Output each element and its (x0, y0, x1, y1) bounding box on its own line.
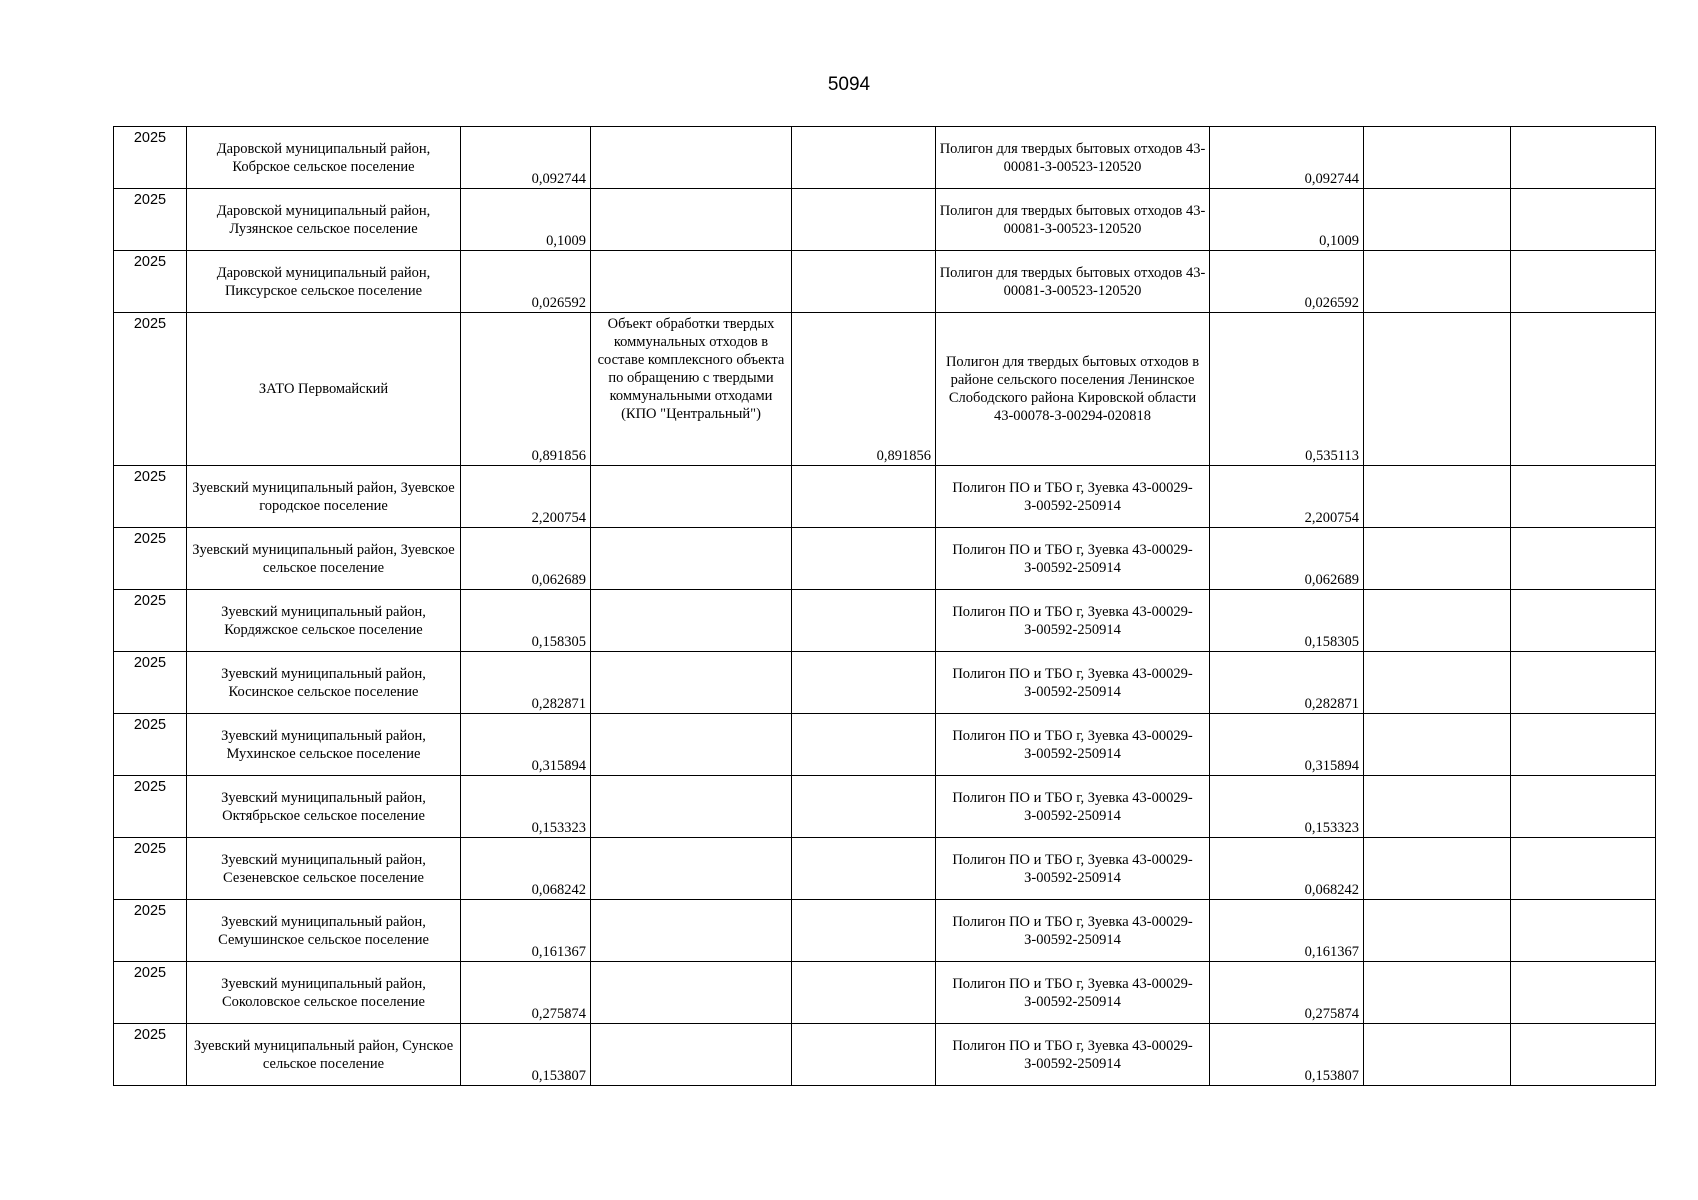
table-row (114, 189, 1656, 251)
volume-value: 0,062689 (531, 572, 586, 588)
disposal-volume-cell (1210, 714, 1364, 776)
empty-cell (1364, 652, 1511, 714)
disposal-volume-cell (1210, 189, 1364, 251)
year-cell (114, 528, 187, 590)
disposal-facility-text: Полигон для твердых бытовых отходов 43-00081-З-00523-120520 (939, 264, 1206, 299)
table-row (114, 838, 1656, 900)
disposal-facility-text: Полигон ПО и ТБО г, Зуевка 43-00029-З-00592-250914 (952, 1037, 1193, 1072)
disposal-volume-cell (1210, 776, 1364, 838)
disposal-volume-value: 0,315894 (1304, 758, 1359, 774)
year-value: 2025 (133, 779, 167, 795)
disposal-facility-cell (936, 838, 1210, 900)
disposal-volume-value: 0,282871 (1304, 696, 1359, 712)
volume-value: 0,092744 (531, 171, 586, 187)
processing-volume-cell (792, 652, 936, 714)
year-value: 2025 (133, 531, 167, 547)
table-row (114, 900, 1656, 962)
processing-facility-cell (591, 652, 792, 714)
municipality-cell (187, 714, 461, 776)
disposal-volume-cell (1210, 962, 1364, 1024)
table-row (114, 652, 1656, 714)
table-row (114, 714, 1656, 776)
municipality-text: Зуевский муниципальный район, Семушинское сельское поселение (218, 913, 429, 948)
processing-facility-cell (591, 590, 792, 652)
disposal-volume-cell (1210, 838, 1364, 900)
volume-cell (461, 528, 591, 590)
table-row (114, 1024, 1656, 1086)
disposal-facility-cell (936, 714, 1210, 776)
table-row (114, 313, 1656, 466)
volume-value: 0,161367 (531, 944, 586, 960)
processing-facility-cell (591, 962, 792, 1024)
empty-cell (1511, 127, 1656, 189)
waste-flow-table (113, 126, 1656, 1086)
disposal-volume-cell (1210, 466, 1364, 528)
municipality-text: Даровской муниципальный район, Лузянское сельское поселение (216, 202, 431, 237)
volume-value: 0,315894 (531, 758, 586, 774)
processing-facility-text (591, 652, 791, 654)
processing-facility-cell (591, 466, 792, 528)
year-cell (114, 714, 187, 776)
processing-facility-text (591, 962, 791, 964)
processing-volume-cell (792, 251, 936, 313)
disposal-volume-value: 0,062689 (1304, 572, 1359, 588)
disposal-facility-cell (936, 1024, 1210, 1086)
processing-volume-cell (792, 189, 936, 251)
municipality-cell (187, 900, 461, 962)
processing-volume-cell (792, 776, 936, 838)
processing-facility-cell (591, 127, 792, 189)
disposal-facility-text: Полигон для твердых бытовых отходов 43-00081-З-00523-120520 (939, 202, 1206, 237)
processing-facility-cell (591, 189, 792, 251)
volume-cell (461, 714, 591, 776)
empty-cell (1511, 776, 1656, 838)
year-cell (114, 776, 187, 838)
empty-cell (1511, 900, 1656, 962)
disposal-facility-text: Полигон ПО и ТБО г, Зуевка 43-00029-З-00592-250914 (952, 851, 1193, 886)
empty-cell (1511, 466, 1656, 528)
processing-volume-cell (792, 466, 936, 528)
municipality-cell (187, 313, 461, 466)
empty-cell (1364, 528, 1511, 590)
processing-volume-cell (792, 590, 936, 652)
processing-facility-cell (591, 528, 792, 590)
processing-facility-text (591, 900, 791, 902)
year-value: 2025 (133, 655, 167, 671)
volume-cell (461, 962, 591, 1024)
processing-volume-cell (792, 313, 936, 466)
disposal-volume-value: 0,1009 (1319, 233, 1359, 249)
year-value: 2025 (133, 192, 167, 208)
processing-volume-value: 0,891856 (876, 448, 931, 464)
disposal-facility-cell (936, 313, 1210, 466)
disposal-facility-cell (936, 590, 1210, 652)
volume-cell (461, 251, 591, 313)
municipality-cell (187, 776, 461, 838)
empty-cell (1511, 838, 1656, 900)
processing-volume-cell (792, 714, 936, 776)
processing-facility-cell (591, 900, 792, 962)
year-cell (114, 590, 187, 652)
year-cell (114, 127, 187, 189)
year-cell (114, 962, 187, 1024)
empty-cell (1511, 528, 1656, 590)
municipality-text: Зуевский муниципальный район, Октябрьское сельское поселение (221, 789, 426, 824)
municipality-cell (187, 652, 461, 714)
empty-cell (1511, 590, 1656, 652)
empty-cell (1364, 714, 1511, 776)
volume-value: 0,068242 (531, 882, 586, 898)
disposal-volume-value: 0,092744 (1304, 171, 1359, 187)
disposal-facility-cell (936, 528, 1210, 590)
disposal-facility-text: Полигон ПО и ТБО г, Зуевка 43-00029-З-00592-250914 (952, 913, 1193, 948)
disposal-volume-cell (1210, 127, 1364, 189)
empty-cell (1511, 313, 1656, 466)
municipality-text: Зуевский муниципальный район, Зуевское сельское поселение (192, 541, 455, 576)
table-row (114, 962, 1656, 1024)
volume-cell (461, 313, 591, 466)
empty-cell (1364, 466, 1511, 528)
table-row (114, 776, 1656, 838)
table-row (114, 466, 1656, 528)
disposal-volume-value: 0,153323 (1304, 820, 1359, 836)
municipality-cell (187, 590, 461, 652)
disposal-volume-cell (1210, 1024, 1364, 1086)
volume-cell (461, 1024, 591, 1086)
municipality-cell (187, 528, 461, 590)
disposal-facility-text: Полигон для твердых бытовых отходов 43-00081-З-00523-120520 (939, 140, 1206, 175)
volume-cell (461, 127, 591, 189)
processing-facility-cell (591, 714, 792, 776)
volume-value: 2,200754 (531, 510, 586, 526)
year-value: 2025 (133, 903, 167, 919)
year-cell (114, 652, 187, 714)
empty-cell (1511, 652, 1656, 714)
volume-value: 0,891856 (531, 448, 586, 464)
disposal-facility-cell (936, 189, 1210, 251)
processing-facility-cell (591, 251, 792, 313)
year-cell (114, 1024, 187, 1086)
municipality-text: Зуевский муниципальный район, Косинское сельское поселение (221, 665, 426, 700)
disposal-facility-text: Полигон ПО и ТБО г, Зуевка 43-00029-З-00592-250914 (952, 975, 1193, 1010)
empty-cell (1364, 590, 1511, 652)
processing-facility-text (591, 127, 791, 129)
disposal-facility-text: Полигон ПО и ТБО г, Зуевка 43-00029-З-00592-250914 (952, 727, 1193, 762)
volume-value: 0,1009 (546, 233, 586, 249)
processing-facility-text (591, 838, 791, 840)
year-value: 2025 (133, 254, 167, 270)
processing-facility-cell (591, 1024, 792, 1086)
disposal-volume-cell (1210, 313, 1364, 466)
disposal-volume-value: 0,158305 (1304, 634, 1359, 650)
table-row (114, 127, 1656, 189)
disposal-volume-value: 0,161367 (1304, 944, 1359, 960)
municipality-cell (187, 127, 461, 189)
year-value: 2025 (133, 469, 167, 485)
empty-cell (1511, 714, 1656, 776)
year-cell (114, 466, 187, 528)
disposal-facility-cell (936, 251, 1210, 313)
disposal-facility-text: Полигон ПО и ТБО г, Зуевка 43-00029-З-00592-250914 (952, 541, 1193, 576)
volume-cell (461, 590, 591, 652)
year-cell (114, 838, 187, 900)
processing-facility-text (591, 1024, 791, 1026)
volume-value: 0,282871 (531, 696, 586, 712)
disposal-volume-value: 0,068242 (1304, 882, 1359, 898)
year-cell (114, 251, 187, 313)
volume-value: 0,158305 (531, 634, 586, 650)
processing-volume-cell (792, 962, 936, 1024)
disposal-volume-value: 0,153807 (1304, 1068, 1359, 1084)
year-value: 2025 (133, 593, 167, 609)
volume-cell (461, 189, 591, 251)
empty-cell (1511, 189, 1656, 251)
municipality-text: Зуевский муниципальный район, Кордяжское сельское поселение (221, 603, 426, 638)
municipality-text: Зуевский муниципальный район, Соколовское сельское поселение (221, 975, 426, 1010)
processing-facility-text (591, 466, 791, 468)
disposal-volume-cell (1210, 251, 1364, 313)
disposal-volume-value: 0,026592 (1304, 295, 1359, 311)
volume-cell (461, 900, 591, 962)
page-number: 5094 (827, 74, 871, 95)
processing-facility-text (591, 528, 791, 530)
table-body (114, 127, 1656, 1086)
empty-cell (1364, 313, 1511, 466)
empty-cell (1364, 1024, 1511, 1086)
volume-value: 0,275874 (531, 1006, 586, 1022)
year-value: 2025 (133, 841, 167, 857)
processing-volume-cell (792, 838, 936, 900)
year-cell (114, 313, 187, 466)
empty-cell (1511, 962, 1656, 1024)
municipality-text: Зуевский муниципальный район, Сезеневское сельское поселение (221, 851, 426, 886)
disposal-volume-cell (1210, 590, 1364, 652)
disposal-volume-value: 2,200754 (1304, 510, 1359, 526)
empty-cell (1364, 900, 1511, 962)
processing-facility-text (591, 714, 791, 716)
processing-facility-text (591, 189, 791, 191)
municipality-cell (187, 466, 461, 528)
disposal-facility-text: Полигон для твердых бытовых отходов в районе сельского поселения Ленинское Слободского района Кировской области 43-00078-З-00294-020818 (945, 354, 1200, 424)
year-value: 2025 (133, 316, 167, 332)
volume-cell (461, 466, 591, 528)
empty-cell (1364, 776, 1511, 838)
volume-value: 0,026592 (531, 295, 586, 311)
disposal-facility-text: Полигон ПО и ТБО г, Зуевка 43-00029-З-00592-250914 (952, 789, 1193, 824)
municipality-text: Зуевский муниципальный район, Мухинское сельское поселение (221, 727, 426, 762)
disposal-volume-cell (1210, 528, 1364, 590)
year-value: 2025 (133, 130, 167, 146)
year-value: 2025 (133, 1027, 167, 1043)
municipality-text: Даровской муниципальный район, Кобрское сельское поселение (216, 140, 431, 175)
processing-volume-cell (792, 528, 936, 590)
empty-cell (1364, 251, 1511, 313)
year-cell (114, 189, 187, 251)
disposal-facility-text: Полигон ПО и ТБО г, Зуевка 43-00029-З-00592-250914 (952, 479, 1193, 514)
disposal-facility-cell (936, 652, 1210, 714)
disposal-facility-text: Полигон ПО и ТБО г, Зуевка 43-00029-З-00592-250914 (952, 665, 1193, 700)
volume-cell (461, 652, 591, 714)
processing-facility-text: Объект обработки твердых коммунальных отходов в составе комплексного объекта по обращению с твердыми коммунальными отходами (КПО "Центральный") (597, 316, 785, 422)
disposal-facility-cell (936, 466, 1210, 528)
municipality-text: Зуевский муниципальный район, Зуевское городское поселение (192, 479, 455, 514)
processing-facility-text (591, 590, 791, 592)
empty-cell (1364, 838, 1511, 900)
municipality-text: Зуевский муниципальный район, Сунское сельское поселение (193, 1037, 454, 1072)
processing-facility-cell (591, 313, 792, 466)
municipality-cell (187, 838, 461, 900)
empty-cell (1364, 127, 1511, 189)
volume-cell (461, 776, 591, 838)
disposal-volume-value: 0,275874 (1304, 1006, 1359, 1022)
volume-value: 0,153807 (531, 1068, 586, 1084)
disposal-volume-cell (1210, 900, 1364, 962)
empty-cell (1511, 1024, 1656, 1086)
municipality-cell (187, 962, 461, 1024)
processing-facility-text (591, 251, 791, 253)
table-row (114, 590, 1656, 652)
volume-cell (461, 838, 591, 900)
processing-facility-text (591, 776, 791, 778)
year-value: 2025 (133, 717, 167, 733)
processing-volume-cell (792, 127, 936, 189)
processing-volume-cell (792, 1024, 936, 1086)
municipality-cell (187, 1024, 461, 1086)
disposal-facility-cell (936, 776, 1210, 838)
table-row (114, 528, 1656, 590)
processing-volume-cell (792, 900, 936, 962)
year-value: 2025 (133, 965, 167, 981)
processing-facility-cell (591, 838, 792, 900)
disposal-facility-cell (936, 900, 1210, 962)
disposal-volume-cell (1210, 652, 1364, 714)
year-cell (114, 900, 187, 962)
disposal-facility-cell (936, 127, 1210, 189)
disposal-facility-text: Полигон ПО и ТБО г, Зуевка 43-00029-З-00592-250914 (952, 603, 1193, 638)
municipality-cell (187, 189, 461, 251)
municipality-text: Даровской муниципальный район, Пиксурское сельское поселение (216, 264, 431, 299)
empty-cell (1364, 189, 1511, 251)
empty-cell (1364, 962, 1511, 1024)
empty-cell (1511, 251, 1656, 313)
disposal-volume-value: 0,535113 (1305, 448, 1359, 464)
municipality-text: ЗАТО Первомайский (258, 381, 389, 397)
municipality-cell (187, 251, 461, 313)
table-row (114, 251, 1656, 313)
processing-facility-cell (591, 776, 792, 838)
volume-value: 0,153323 (531, 820, 586, 836)
disposal-facility-cell (936, 962, 1210, 1024)
